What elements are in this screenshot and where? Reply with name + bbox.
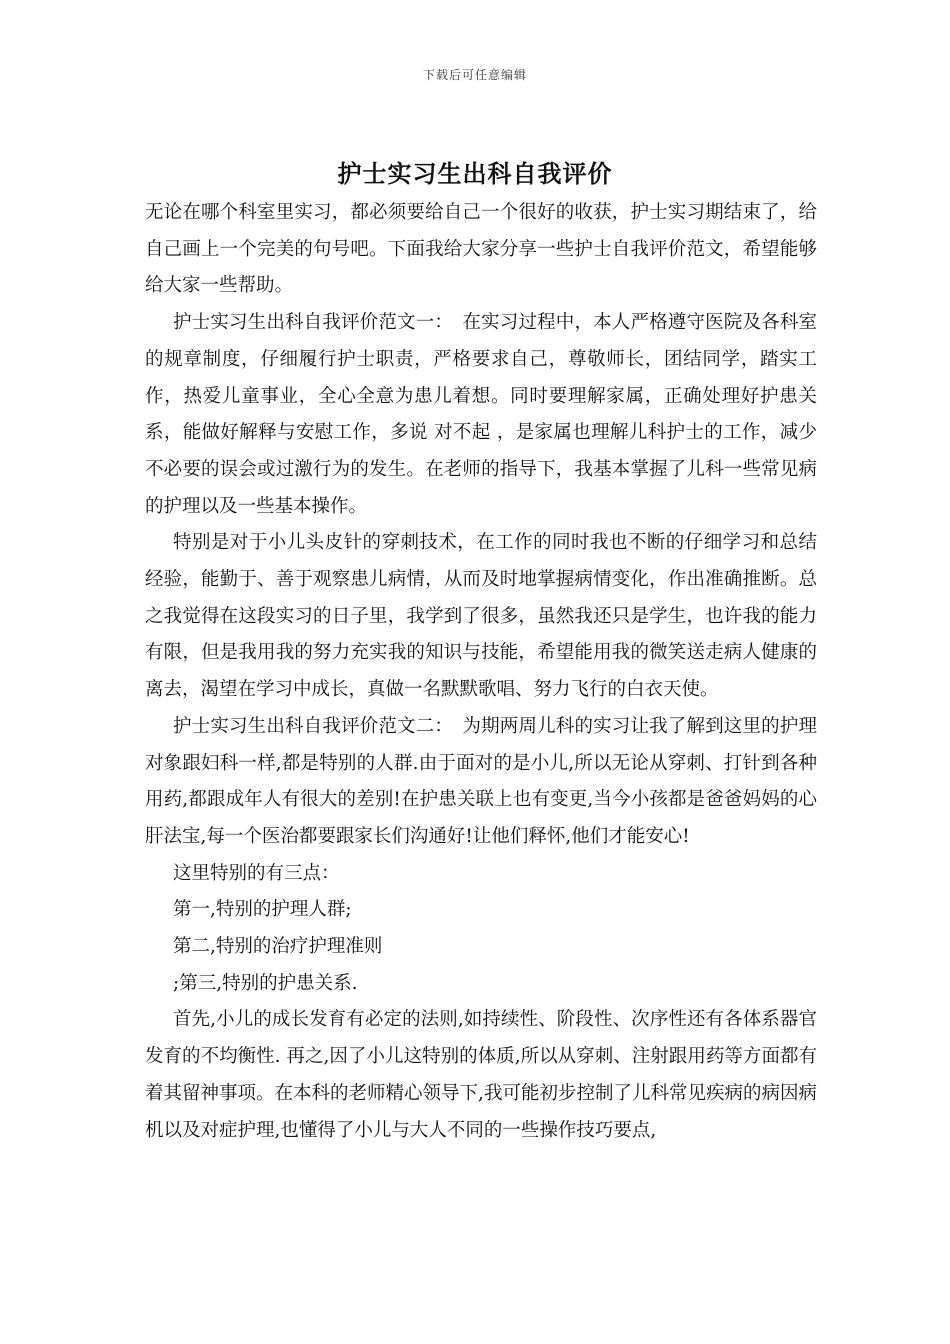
document-title: 护士实习生出科自我评价 <box>337 159 613 188</box>
paragraph-sample-two: 护士实习生出科自我评价范文二： 为期两周儿科的实习让我了解到这里的护理对象跟妇科一样,都是特别的人群.由于面对的是小儿,所以无论从穿刺、打针到各种用药,都跟成年人有很大的差别!在护患关联上也有变更,当今小孩都是爸爸妈妈的心肝法宝,每一个医治都要跟家长们沟通好!让他们释怀,他们才能安心! <box>145 715 817 847</box>
paragraph-three-points: 这里特别的有三点： <box>173 862 340 884</box>
paragraph-development: 首先,小儿的成长发育有必定的法则,如持续性、阶段性、次序性还有各体系器官发育的不均衡性. 再之,因了小儿这特别的体质,所以从穿刺、注射跟用药等方面都有着其留神事项。在本科的老师精心领导下,我可能初步控制了儿科常见疾病的病因病机以及对症护理,也懂得了小儿与大人不同的一些操作技巧要点, <box>145 1009 817 1141</box>
paragraph-point-three: ;第三,特别的护患关系. <box>173 972 358 994</box>
header-note: 下载后可任意编辑 <box>422 68 527 82</box>
paragraph-intro: 无论在哪个科室里实习，都必须要给自己一个很好的收获，护士实习期结束了，给自己画上一个完美的句号吧。下面我给大家分享一些护士自我评价范文，希望能够给大家一些帮助。 <box>145 202 817 297</box>
paragraph-sample-one: 护士实习生出科自我评价范文一： 在实习过程中，本人严格遵守医院及各科室的规章制度，仔细履行护士职责，严格要求自己，尊敬师长，团结同学，踏实工作，热爱儿童事业，全心全意为患儿着想。同时要理解家属，正确处理好护患关系，能做好解释与安慰工作，多说 对不起 ，是家属也理解儿科护士的工作，减少不必要的误会或过激行为的发生。在老师的指导下，我基本掌握了儿科一些常见病的护理以及一些基本操作。 <box>145 312 817 517</box>
document-body <box>145 195 817 1149</box>
paragraph-point-two: 第二,特别的治疗护理准则 <box>173 936 383 958</box>
paragraph-skills: 特别是对于小儿头皮针的穿刺技术，在工作的同时我也不断的仔细学习和总结经验，能勤于、善于观察患儿病情，从而及时地掌握病情变化，作出准确推断。总之我觉得在这段实习的日子里，我学到了很多，虽然我还只是学生，也许我的能力有限，但是我用我的努力充实我的知识与技能，希望能用我的微笑送走病人健康的离去，渴望在学习中成长，真做一名默默歌唱、努力飞行的白衣天使。 <box>145 532 817 701</box>
paragraph-point-one: 第一,特别的护理人群; <box>173 899 352 921</box>
